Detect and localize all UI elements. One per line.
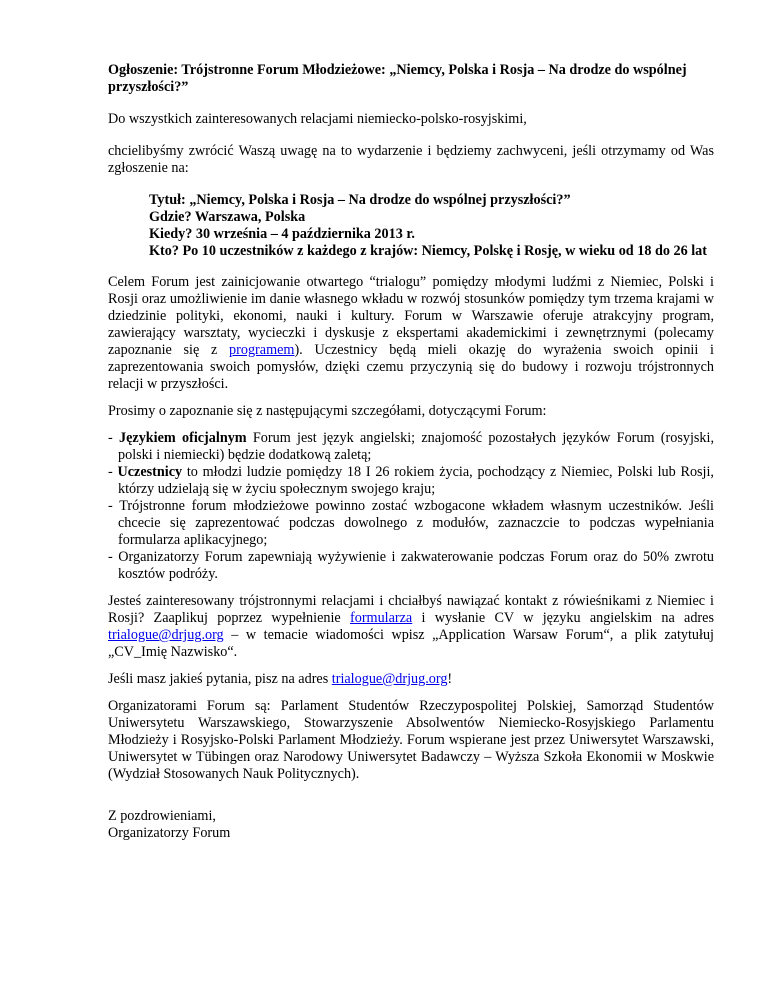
email-link[interactable]: trialogue@drjug.org <box>108 627 224 643</box>
event-info-block <box>149 192 714 260</box>
list-item: - Językiem oficjalnym Forum jest język angielski; znajomość pozostałych języków Forum (rosyjski, polski i niemiecki) będzie dodatkową zaletą; <box>108 430 714 463</box>
event-who-line: Kto? Po 10 uczestników z każdego z krajów: Niemcy, Polskę i Rosję, w wieku od 18 do 26 lat <box>149 243 708 259</box>
questions-email-link[interactable]: trialogue@drjug.org <box>331 671 448 687</box>
event-when-line: Kiedy? 30 września – 4 października 2013 r. <box>149 226 415 242</box>
goal-text-2: ). Uczestnicy będą mieli okazję do wyrażenia swoich opinii i zaprezentowania swoich pomysłów, dzięki czemu przyczynią się do budowy i rozwoju trójstronnych relacji w przyszłości. <box>108 342 714 392</box>
goal-paragraph <box>108 274 714 393</box>
signature: Organizatorzy Forum <box>108 825 231 841</box>
event-title-line: Tytuł: „Niemcy, Polska i Rosja – Na drodze do wspólnej przyszłości?” <box>149 192 571 208</box>
goal-text-1: Celem Forum jest zainicjowanie otwartego “trialogu” pomiędzy młodymi ludźmi z Niemiec, Polski i Rosji oraz umożliwienie im danie własnego wkładu w rozwój stosunków pomiędzy tym trzema krajami w dziedzinie polityki, ekonomi, nauki i kultury. Forum w Warszawie oferuje atrakcyjny program, zawierający warsztaty, wycieczki i dyskusje z ekspertami akademickimi i zewnętrznymi (polecamy zapoznanie się z <box>108 274 714 358</box>
program-link[interactable]: programem <box>229 342 295 358</box>
signature-block <box>108 808 714 842</box>
list-item: - Organizatorzy Forum zapewniają wyżywienie i zakwaterowanie podczas Forum oraz do 50% zwrotu kosztów podróży. <box>108 549 714 582</box>
intro-paragraph: chcielibyśmy zwrócić Waszą uwagę na to wydarzenie i będziemy zachwyceni, jeśli otrzymamy od Was zgłoszenie na: <box>108 143 714 176</box>
closing: Z pozdrowieniami, <box>108 808 216 824</box>
document-page <box>108 62 714 842</box>
announcement-title: Ogłoszenie: Trójstronne Forum Młodzieżowe: „Niemcy, Polska i Rosja – Na drodze do wspólnej przyszłości?” <box>108 62 687 95</box>
questions-paragraph: Jeśli masz jakieś pytania, pisz na adres trialogue@drjug.org! <box>108 671 453 687</box>
greeting: Do wszystkich zainteresowanych relacjami niemiecko-polsko-rosyjskimi, <box>108 111 527 127</box>
details-list <box>108 430 714 583</box>
form-link[interactable]: formularza <box>350 610 413 626</box>
apply-paragraph: Jesteś zainteresowany trójstronnymi relacjami i chciałbyś nawiązać kontakt z rówieśnikami z Niemiec i Rosji? Zaaplikuj poprzez wypełnienie formularza i wysłanie CV w języku angielskim na adres trialogue@drjug.org – w temacie wiadomości wpisz „Application Warsaw Forum“, a plik zatytułuj „CV_Imię Nazwisko“. <box>108 593 714 660</box>
list-item: - Uczestnicy to młodzi ludzie pomiędzy 18 I 26 rokiem życia, pochodzący z Niemiec, Polski lub Rosji, którzy udzielają się w życiu społecznym swojego kraju; <box>108 464 714 497</box>
event-where-line: Gdzie? Warszawa, Polska <box>149 209 306 225</box>
official-language-label: Językiem oficjalnym <box>119 430 247 446</box>
participants-label: Uczestnicy <box>117 464 183 480</box>
details-intro: Prosimy o zapoznanie się z następującymi szczegółami, dotyczącymi Forum: <box>108 403 547 419</box>
organizers-paragraph: Organizatorami Forum są: Parlament Studentów Rzeczypospolitej Polskiej, Samorząd Studentów Uniwersytetu Warszawskiego, Stowarzyszenie Absolwentów Niemiecko-Rosyjskiego Parlamentu Młodzieży i Rosyjsko-Polski Parlament Młodzieży. Forum wspierane jest przez Uniwersytet Warszawski, Uniwersytet w Tübingen oraz Narodowy Uniwersytet Badawczy – Wyższa Szkoła Ekonomii w Moskwie (Wydział Stosowanych Nauk Politycznych). <box>108 698 714 782</box>
list-item: - Trójstronne forum młodzieżowe powinno zostać wzbogacone wkładem własnym uczestników. Jeśli chcecie się zaprezentować podczas dowolnego z modułów, zaznaczcie to podczas wypełniania formularza aplikacyjnego; <box>108 498 715 548</box>
